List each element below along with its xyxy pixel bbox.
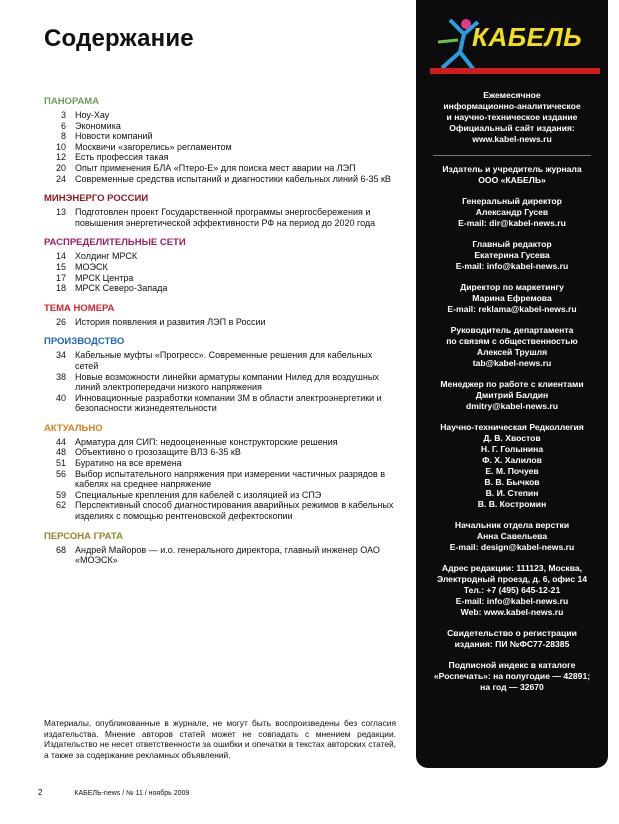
entry-title: Москвичи «загорелись» регламентом [75, 141, 232, 152]
entry-page-number: 51 [55, 458, 66, 469]
contents-entry[interactable] [44, 262, 396, 273]
contents-entry[interactable] [44, 372, 396, 393]
imprint-block [416, 196, 608, 229]
imprint-line: по связям с общественностью [446, 336, 578, 346]
contents-entry[interactable] [44, 174, 396, 185]
contents-entry[interactable] [44, 251, 396, 262]
contents-entry[interactable] [44, 447, 396, 458]
contents-section [44, 303, 396, 328]
imprint-line: издания: ПИ №ФС77-28385 [454, 639, 570, 649]
intro-line: Официальный сайт издания: [449, 123, 575, 133]
imprint-block [416, 164, 608, 186]
contents-entry[interactable] [44, 350, 396, 371]
imprint-line: Марина Ефремова [472, 293, 552, 303]
entry-page-number: 24 [55, 173, 66, 184]
imprint-line: Дмитрий Балдин [475, 390, 549, 400]
imprint-line: Анна Савельева [476, 531, 548, 541]
imprint-line: на год — 32670 [480, 682, 544, 692]
contents-section [44, 96, 396, 184]
imprint-line: E-mail: info@kabel-news.ru [455, 261, 569, 271]
entry-page-number: 10 [55, 141, 66, 152]
imprint-panel [416, 0, 608, 768]
imprint-line: Екатерина Гусева [474, 250, 550, 260]
contents-entry[interactable] [44, 283, 396, 294]
contents-section [44, 193, 396, 228]
section-heading: АКТУАЛЬНО [44, 422, 103, 434]
entry-page-number: 40 [55, 392, 66, 403]
imprint-block [416, 239, 608, 272]
contents-entry[interactable] [44, 207, 396, 228]
entry-page-number: 15 [55, 261, 66, 272]
entry-page-number: 17 [55, 272, 66, 283]
entry-title: Холдинг МРСК [75, 251, 138, 262]
entry-page-number: 59 [55, 489, 66, 500]
imprint-block [416, 628, 608, 650]
entry-page-number: 62 [55, 500, 66, 511]
contents-entry[interactable] [44, 152, 396, 163]
contents-entry[interactable] [44, 121, 396, 132]
entry-title: Подготовлен проект Государственной программы энергосбережения и повышения энергетической эффективности РФ на период до 2020 года [75, 207, 376, 228]
imprint-blocks [416, 164, 608, 693]
logo-red-stripe [430, 68, 600, 74]
entry-page-number: 18 [55, 283, 66, 294]
contents-section [44, 423, 396, 522]
imprint-line: Алексей Трушля [476, 347, 548, 357]
entry-title: Перспективный способ диагностирования аварийных режимов в кабельных изделиях с помощью рентгеновской дефектоскопии [75, 500, 394, 522]
imprint-block [416, 563, 608, 618]
imprint-block [416, 520, 608, 553]
imprint-line: Руководитель департамента [450, 325, 574, 335]
section-heading: ПЕРСОНА ГРАТА [44, 530, 123, 542]
imprint-line: ООО «КАБЕЛЬ» [478, 175, 546, 185]
imprint-line: Д. В. Хвостов [483, 433, 541, 443]
contents-entry[interactable] [44, 110, 396, 121]
contents-entry[interactable] [44, 500, 396, 521]
section-heading: ПРОИЗВОДСТВО [44, 336, 125, 348]
entry-title: Инновационные разработки компании 3М в области электроэнергетики и безопасности жизнедеятельности [75, 392, 382, 414]
contents-entry[interactable] [44, 163, 396, 174]
magazine-intro [416, 90, 608, 145]
imprint-line: E-mail: dir@kabel-news.ru [458, 218, 566, 228]
entry-title: Буратино на все времена [75, 458, 182, 469]
contents-entry[interactable] [44, 317, 396, 328]
entry-title: МРСК Центра [75, 272, 134, 283]
section-heading: РАСПРЕДЕЛИТЕЛЬНЫЕ СЕТИ [44, 237, 186, 249]
imprint-line: Ф. Х. Халилов [482, 455, 542, 465]
entry-page-number: 68 [55, 544, 66, 555]
imprint-line: Главный редактор [472, 239, 552, 249]
imprint-line: В. В. Костромин [477, 499, 547, 509]
imprint-block [416, 660, 608, 693]
imprint-line: Свидетельство о регистрации [447, 628, 577, 638]
entry-title: Новые возможности линейки арматуры компании Нилед для воздушных линий электропередачи низкого напряжения [75, 371, 379, 393]
entry-title: Специальные крепления для кабелей с изоляцией из СПЭ [75, 489, 322, 500]
intro-line: Ежемесячное [483, 90, 541, 100]
entry-page-number: 6 [60, 120, 66, 131]
imprint-block [416, 379, 608, 412]
entry-page-number: 44 [55, 436, 66, 447]
imprint-line: Научно-техническая Редколлегия [440, 422, 584, 432]
section-heading: ТЕМА НОМЕРА [44, 302, 115, 314]
entry-title: История появления и развития ЛЭП в России [75, 316, 266, 327]
imprint-line: Электродный проезд, д. 6, офис 14 [436, 574, 588, 584]
page-number: 2 [38, 788, 43, 797]
imprint-line: Н. Г. Голынина [480, 444, 544, 454]
imprint-line: Начальник отдела верстки [454, 520, 570, 530]
kabel-logo [416, 12, 608, 86]
imprint-line: Е. М. Почуев [485, 466, 539, 476]
entry-page-number: 8 [60, 131, 66, 142]
entry-title: Объективно о грозозащите ВЛЗ 6-35 кВ [75, 447, 241, 458]
intro-line: информационно-аналитическое [443, 101, 581, 111]
imprint-line: E-mail: reklama@kabel-news.ru [447, 304, 577, 314]
imprint-line: В. И. Степин [485, 488, 539, 498]
entry-title: Опыт применения БЛА «Птеро-Е» для поиска мест аварии на ЛЭП [75, 162, 356, 173]
imprint-line: Генеральный директор [462, 196, 562, 206]
entry-page-number: 3 [60, 110, 66, 120]
page-footer [38, 788, 189, 797]
imprint-line: В. В. Бычков [484, 477, 540, 487]
contents-sections [44, 96, 396, 575]
entry-title: Выбор испытательного напряжения при измерении частичных разрядов в кабелях на среднее напряжение [75, 468, 385, 490]
contents-entry[interactable] [44, 545, 396, 566]
imprint-line: Издатель и учредитель журнала [442, 164, 582, 174]
imprint-line: Директор по маркетингу [460, 282, 564, 292]
contents-entry[interactable] [44, 437, 396, 448]
entry-page-number: 48 [55, 447, 66, 458]
intro-line: и научно-техническое издание [446, 112, 578, 122]
entry-title: МРСК Северо-Запада [75, 283, 168, 294]
imprint-line: Web: www.kabel-news.ru [460, 607, 564, 617]
entry-title: Новости компаний [75, 131, 153, 142]
issue-info: КАБЕЛЬ-news / № 11 / ноябрь 2009 [74, 790, 190, 797]
contents-section [44, 237, 396, 293]
disclaimer-note: Материалы, опубликованные в журнале, не могут быть воспроизведены без согласия издательства. Мнение авторов статей может не совпадать с мнением редакции. Издательство не несет ответственности за ошибки и опечатки в текстах авторских статей, а также за содержание рекламных объявлений. [44, 718, 396, 760]
contents-entry[interactable] [44, 273, 396, 284]
imprint-line: Александр Гусев [475, 207, 549, 217]
imprint-line: Адрес редакции: 111123, Москва, [441, 563, 583, 573]
panel-divider [433, 155, 591, 156]
contents-entry[interactable] [44, 142, 396, 153]
entry-page-number: 38 [55, 371, 66, 382]
entry-title: Современные средства испытаний и диагностики кабельных линий 6-35 кВ [75, 173, 391, 184]
entry-page-number: 20 [55, 162, 66, 173]
entry-page-number: 14 [55, 251, 66, 262]
entry-page-number: 12 [55, 152, 66, 163]
intro-line: www.kabel-news.ru [472, 134, 552, 144]
imprint-line: Тел.: +7 (495) 645-12-21 [463, 585, 561, 595]
imprint-line: Менеджер по работе с клиентами [440, 379, 584, 389]
imprint-line: «Роспечать»: на полугодие — 42891; [433, 671, 591, 681]
entry-title: Экономика [75, 120, 121, 131]
contents-section [44, 336, 396, 414]
contents-column [44, 24, 396, 566]
entry-page-number: 26 [55, 316, 66, 327]
entry-title: Кабельные муфты «Прогресс». Современные решения для кабельных сетей [75, 350, 373, 371]
contents-entry[interactable] [44, 490, 396, 501]
logo-text: КАБЕЛЬ [472, 22, 583, 52]
imprint-block [416, 325, 608, 369]
imprint-line: E-mail: info@kabel-news.ru [455, 596, 569, 606]
imprint-line: dmitry@kabel-news.ru [466, 401, 558, 411]
contents-section [44, 531, 396, 566]
imprint-line: Подписной индекс в каталоге [448, 660, 576, 670]
section-heading: ПАНОРАМА [44, 96, 100, 107]
entry-page-number: 13 [55, 207, 66, 218]
imprint-block [416, 282, 608, 315]
page-title: Содержание [44, 25, 194, 52]
contents-entry[interactable] [44, 469, 396, 490]
section-heading: МИНЭНЕРГО РОССИИ [44, 193, 149, 205]
imprint-line: E-mail: design@kabel-news.ru [449, 542, 575, 552]
imprint-block [416, 422, 608, 510]
entry-page-number: 56 [55, 468, 66, 479]
contents-entry[interactable] [44, 458, 396, 469]
contents-entry[interactable] [44, 131, 396, 142]
entry-title: Ноу-Хау [75, 110, 110, 120]
imprint-line: tab@kabel-news.ru [472, 358, 552, 368]
entry-title: Арматура для СИП: недооцененные конструкторские решения [75, 436, 338, 447]
entry-title: МОЭСК [75, 261, 108, 272]
entry-title: Есть профессия такая [75, 152, 169, 163]
entry-title: Андрей Майоров — и.о. генерального директора, главный инженер ОАО «МОЭСК» [75, 544, 380, 566]
entry-page-number: 34 [55, 350, 66, 361]
contents-entry[interactable] [44, 393, 396, 414]
